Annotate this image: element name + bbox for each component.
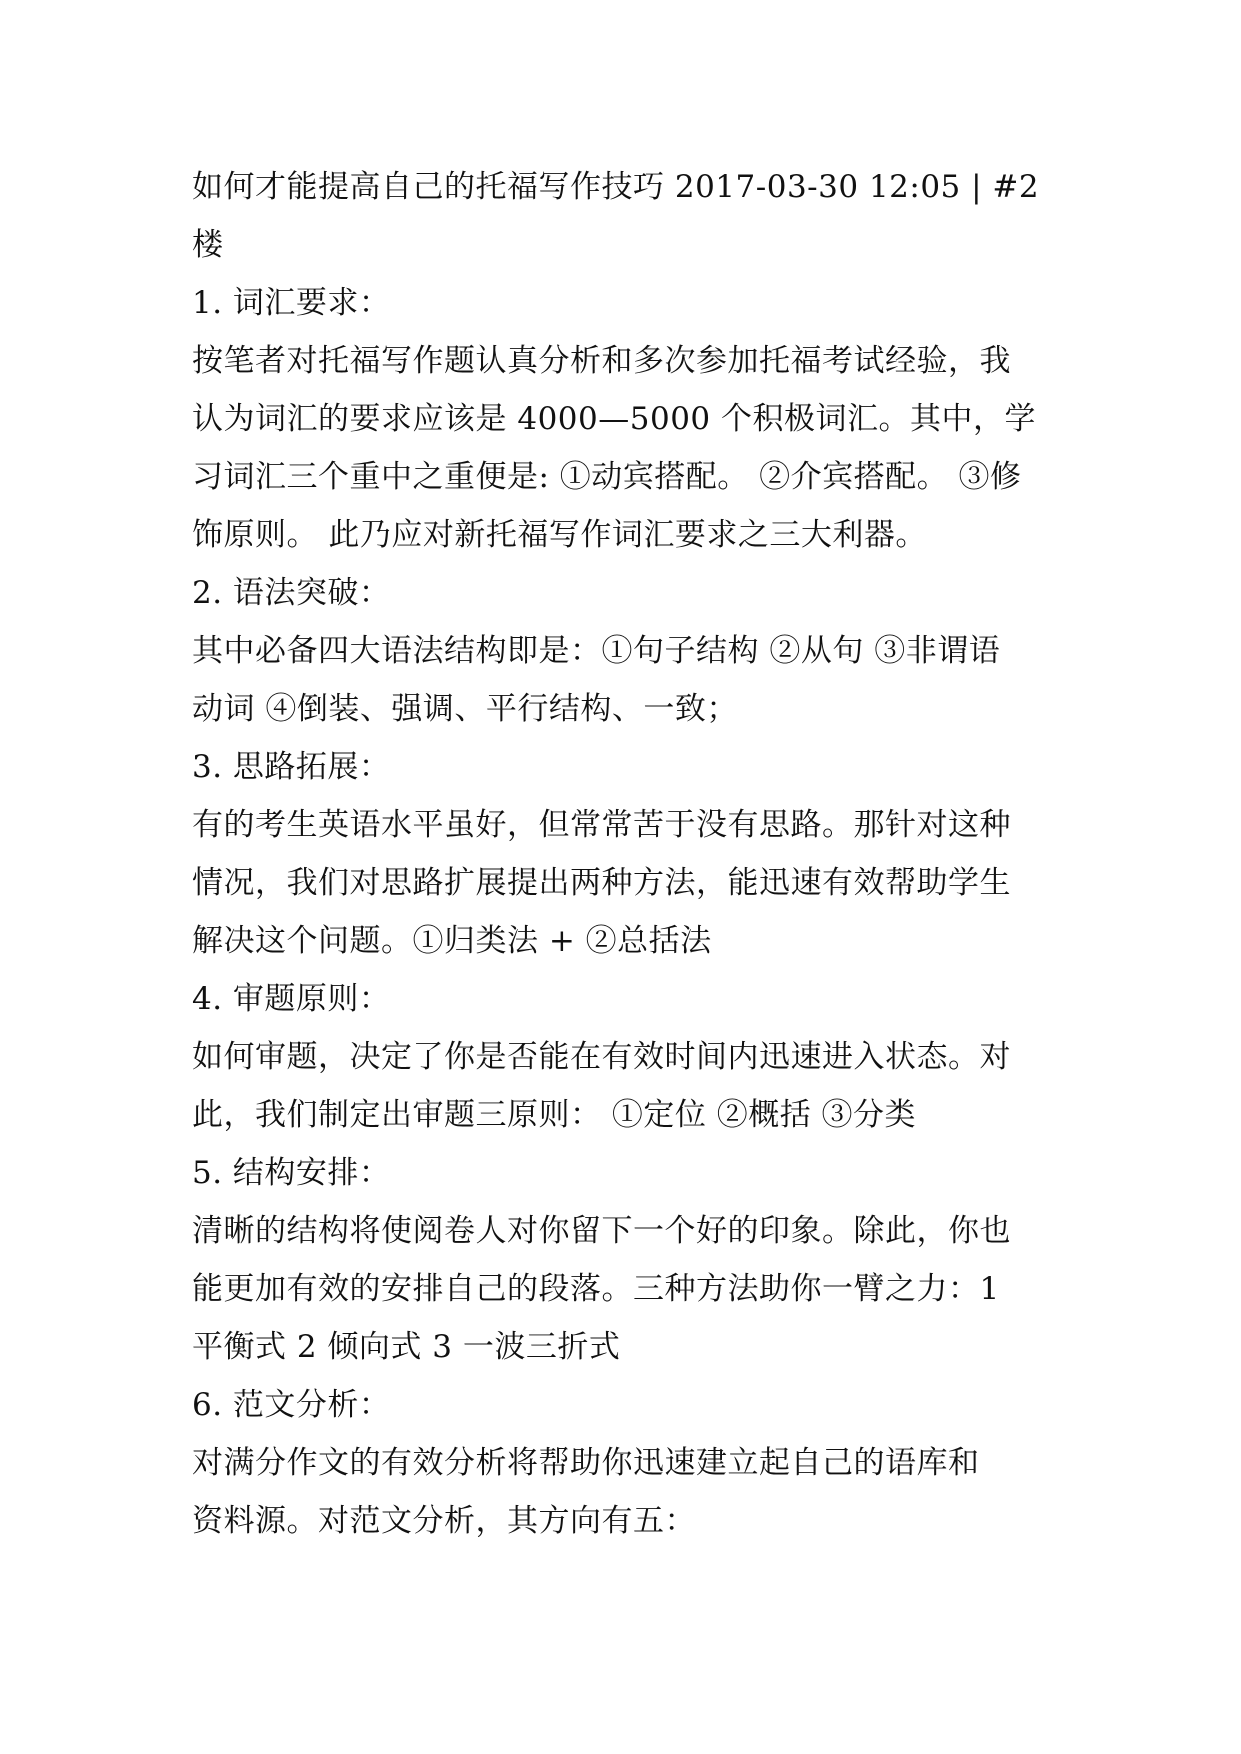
section-heading-structure: 5. 结构安排： — [192, 1155, 391, 1191]
paragraph-line: 清晰的结构将使阅卷人对你留下一个好的印象。除此，你也 — [192, 1213, 1011, 1249]
section-heading-prompt-analysis: 4. 审题原则： — [192, 981, 391, 1017]
paragraph-line: 其中必备四大语法结构即是：①句子结构 ②从句 ③非谓语 — [192, 633, 1001, 669]
paragraph-line: 按笔者对托福写作题认真分析和多次参加托福考试经验，我 — [192, 343, 1011, 379]
section-heading-grammar: 2. 语法突破： — [192, 575, 391, 611]
section-heading-vocabulary: 1. 词汇要求： — [192, 285, 391, 321]
paragraph-line: 平衡式 2 倾向式 3 一波三折式 — [192, 1329, 621, 1365]
paragraph-line: 资料源。对范文分析，其方向有五： — [192, 1503, 696, 1539]
document-title-line: 如何才能提高自己的托福写作技巧 2017-03-30 12:05 | #2 — [192, 169, 1040, 205]
paragraph-line: 能更加有效的安排自己的段落。三种方法助你一臂之力：1 — [192, 1271, 1000, 1307]
paragraph-line: 饰原则。 此乃应对新托福写作词汇要求之三大利器。 — [192, 517, 927, 553]
paragraph-line: 如何审题，决定了你是否能在有效时间内迅速进入状态。对 — [192, 1039, 1011, 1075]
paragraph-line: 习词汇三个重中之重便是: ①动宾搭配。 ②介宾搭配。 ③修 — [192, 459, 1022, 495]
paragraph-line: 此，我们制定出审题三原则： ①定位 ②概括 ③分类 — [192, 1097, 917, 1133]
document-title-line-continued: 楼 — [192, 227, 224, 263]
paragraph-line: 解决这个问题。①归类法 + ②总括法 — [192, 923, 712, 959]
paragraph-line: 认为词汇的要求应该是 4000—5000 个积极词汇。其中，学 — [192, 401, 1036, 437]
paragraph-line: 情况，我们对思路扩展提出两种方法，能迅速有效帮助学生 — [192, 865, 1011, 901]
document-body — [192, 158, 1054, 1550]
paragraph-line: 对满分作文的有效分析将帮助你迅速建立起自己的语库和 — [192, 1445, 980, 1481]
section-heading-sample-analysis: 6. 范文分析： — [192, 1387, 391, 1423]
paragraph-line: 有的考生英语水平虽好，但常常苦于没有思路。那针对这种 — [192, 807, 1011, 843]
paragraph-line: 动词 ④倒装、强调、平行结构、一致； — [192, 691, 738, 727]
section-heading-ideas: 3. 思路拓展： — [192, 749, 391, 785]
